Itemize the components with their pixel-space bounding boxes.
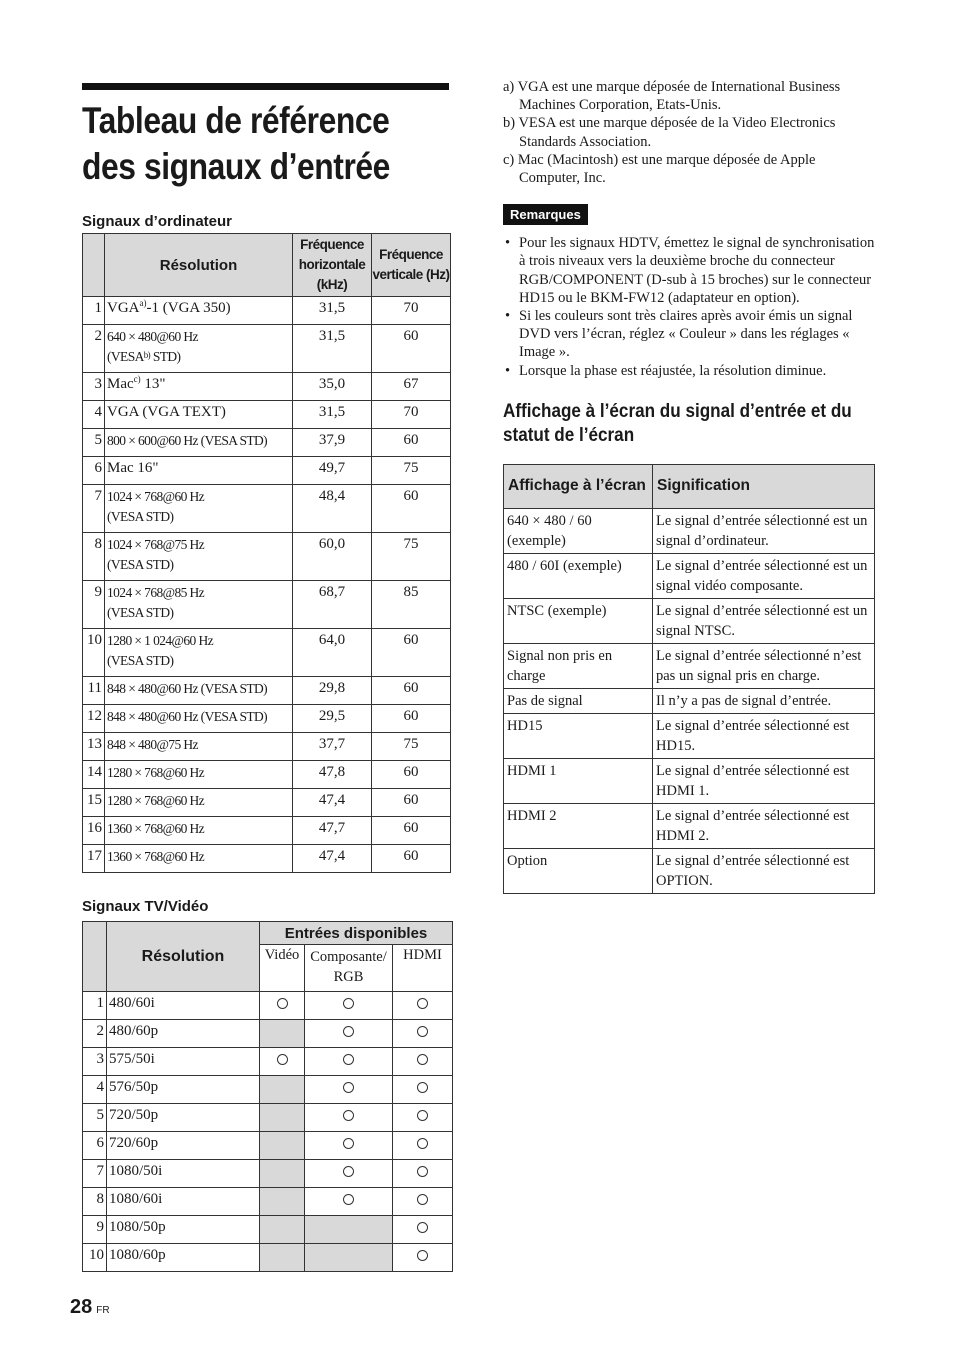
row-number: 4 (83, 1076, 107, 1104)
row-number: 12 (83, 705, 105, 733)
pc-header-hfreq: Fréquence horizontale (kHz) (293, 234, 372, 297)
row-number: 7 (83, 485, 105, 533)
vfreq-cell: 60 (372, 817, 451, 845)
resolution-text: STD) (150, 349, 181, 364)
vfreq-cell: 60 (372, 677, 451, 705)
tv-signals-table (82, 921, 453, 1272)
available-circle-icon (277, 1054, 288, 1065)
table-row (83, 817, 451, 845)
pc-header-vfreq: Fréquence verticale (Hz) (372, 234, 451, 297)
table-row (83, 705, 451, 733)
hfreq-cell: 47,4 (293, 845, 372, 873)
available-circle-icon (343, 1138, 354, 1149)
vfreq-cell: 60 (372, 325, 451, 373)
table-row (83, 581, 451, 629)
video-availability-cell (260, 1132, 305, 1160)
available-circle-icon (277, 998, 288, 1009)
comp-availability-cell (305, 1216, 393, 1244)
hdmi-availability-cell (393, 1244, 453, 1272)
table-row (83, 789, 451, 817)
vfreq-cell: 60 (372, 485, 451, 533)
comp-availability-cell (305, 1188, 393, 1216)
tv-header-index (83, 922, 107, 992)
remarks-badge: Remarques (503, 204, 588, 225)
resolution-text: (VESA STD) (107, 557, 174, 572)
table-row (83, 1048, 453, 1076)
row-number: 11 (83, 677, 105, 705)
vfreq-cell: 75 (372, 733, 451, 761)
tv-header-hdmi: HDMI (393, 945, 453, 992)
hfreq-cell: 37,7 (293, 733, 372, 761)
footnote: a) VGA est une marque déposée de International Business Machines Corporation, Etats-Unis. (503, 79, 841, 114)
resolution-text: Mac (107, 376, 134, 392)
screen-display-cell: Option (504, 848, 653, 893)
resolution-cell (105, 705, 293, 733)
footnote-ref: a) (139, 298, 147, 308)
pc-header-index (83, 234, 105, 297)
table-row (504, 508, 875, 553)
available-circle-icon (417, 1054, 428, 1065)
table-row (83, 1076, 453, 1104)
table-row (83, 1104, 453, 1132)
table-row (83, 401, 451, 429)
row-number: 10 (83, 629, 105, 677)
pc-signals-label: Signaux d’ordinateur (82, 213, 233, 230)
resolution-cell: 1080/60i (107, 1188, 260, 1216)
display-table (503, 464, 875, 894)
page-title: Tableau de référence des signaux d’entrée (82, 100, 390, 187)
available-circle-icon (417, 1166, 428, 1177)
footnote: b) VESA est une marque déposée de la Video Electronics Standards Association. (503, 115, 836, 150)
row-number: 15 (83, 789, 105, 817)
right-column (503, 78, 875, 894)
video-availability-cell (260, 1188, 305, 1216)
vfreq-cell: 75 (372, 533, 451, 581)
available-circle-icon (343, 998, 354, 1009)
available-circle-icon (417, 998, 428, 1009)
resolution-text: 13" (140, 376, 166, 392)
row-number: 5 (83, 429, 105, 457)
resolution-cell (105, 581, 293, 629)
page-number: 28 FR (70, 1296, 110, 1318)
hdmi-availability-cell (393, 1020, 453, 1048)
video-availability-cell (260, 1244, 305, 1272)
hdmi-availability-cell (393, 1048, 453, 1076)
row-number: 17 (83, 845, 105, 873)
row-number: 16 (83, 817, 105, 845)
vfreq-cell: 60 (372, 429, 451, 457)
meaning-cell: Le signal d’entrée sélectionné est un signal vidéo composante. (653, 553, 875, 598)
hfreq-cell: 31,5 (293, 297, 372, 325)
pc-signals-table (82, 233, 451, 873)
resolution-cell (105, 733, 293, 761)
table-row (83, 629, 451, 677)
resolution-cell (105, 677, 293, 705)
available-circle-icon (343, 1110, 354, 1121)
table-row (504, 553, 875, 598)
hdmi-availability-cell (393, 1104, 453, 1132)
row-number: 2 (83, 1020, 107, 1048)
hfreq-cell: 47,7 (293, 817, 372, 845)
screen-display-cell: NTSC (exemple) (504, 598, 653, 643)
row-number: 9 (83, 1216, 107, 1244)
table-row (83, 373, 451, 401)
meaning-cell: Le signal d’entrée sélectionné est HDMI 1. (653, 758, 875, 803)
tv-header-video: Vidéo (260, 945, 305, 992)
row-number: 14 (83, 761, 105, 789)
resolution-cell (105, 629, 293, 677)
hfreq-cell: 29,8 (293, 677, 372, 705)
row-number: 8 (83, 1188, 107, 1216)
resolution-cell (105, 429, 293, 457)
screen-display-cell: HDMI 1 (504, 758, 653, 803)
hdmi-availability-cell (393, 1160, 453, 1188)
hfreq-cell: 31,5 (293, 325, 372, 373)
footnote-ref: b) (143, 350, 151, 360)
comp-availability-cell (305, 1132, 393, 1160)
screen-display-cell: Signal non pris en charge (504, 643, 653, 688)
row-number: 1 (83, 297, 105, 325)
available-circle-icon (417, 1250, 428, 1261)
resolution-cell (105, 761, 293, 789)
remarks-list (503, 234, 875, 380)
tv-table-body (83, 992, 453, 1272)
hdmi-availability-cell (393, 992, 453, 1020)
resolution-text: 1280 × 768@60 Hz (107, 793, 205, 808)
remark-item: • Pour les signaux HDTV, émettez le signal de synchronisation à trois niveaux vers la deuxième broche du connecteur RGB/COMPONENT (D-sub à 15 broches) sur le connecteur HD15 ou le BKM-FW12 (adaptateur en option). (503, 234, 875, 307)
resolution-cell (105, 401, 293, 429)
row-number: 6 (83, 457, 105, 485)
meaning-cell: Le signal d’entrée sélectionné est un signal NTSC. (653, 598, 875, 643)
table-row (83, 457, 451, 485)
pc-table-body (83, 297, 451, 873)
resolution-cell (105, 533, 293, 581)
table-row (504, 643, 875, 688)
left-column (82, 83, 452, 1272)
table-row (504, 598, 875, 643)
video-availability-cell (260, 1020, 305, 1048)
resolution-cell: 480/60i (107, 992, 260, 1020)
table-row (83, 733, 451, 761)
resolution-text: (VESA STD) (107, 509, 174, 524)
table-row (83, 485, 451, 533)
vfreq-cell: 75 (372, 457, 451, 485)
resolution-text: 1024 × 768@75 Hz (107, 537, 205, 552)
display-heading: Affichage à l’écran du signal d’entrée et du statut de l’écran (503, 400, 852, 446)
resolution-cell (105, 325, 293, 373)
resolution-text: 1280 × 1 024@60 Hz (107, 633, 213, 648)
resolution-cell (105, 817, 293, 845)
available-circle-icon (417, 1222, 428, 1233)
hfreq-cell: 47,4 (293, 789, 372, 817)
pc-header-resolution: Résolution (105, 234, 293, 297)
table-row (83, 845, 451, 873)
resolution-text: (VESA (107, 349, 144, 364)
available-circle-icon (343, 1026, 354, 1037)
resolution-cell (105, 485, 293, 533)
meaning-cell: Le signal d’entrée sélectionné est OPTION. (653, 848, 875, 893)
table-row (83, 1188, 453, 1216)
screen-display-cell: HDMI 2 (504, 803, 653, 848)
resolution-text: Mac 16" (107, 460, 159, 476)
remark-item: • Lorsque la phase est réajustée, la résolution diminue. (503, 362, 875, 380)
table-row (83, 1020, 453, 1048)
meaning-cell: Le signal d’entrée sélectionné est un signal d’ordinateur. (653, 508, 875, 553)
row-number: 9 (83, 581, 105, 629)
resolution-cell (105, 789, 293, 817)
resolution-cell (105, 457, 293, 485)
screen-display-cell: 640 × 480 / 60 (exemple) (504, 508, 653, 553)
tv-header-resolution: Résolution (107, 922, 260, 992)
resolution-cell: 720/50p (107, 1104, 260, 1132)
table-row (83, 761, 451, 789)
comp-availability-cell (305, 1244, 393, 1272)
resolution-cell: 720/60p (107, 1132, 260, 1160)
table-row (83, 1132, 453, 1160)
vfreq-cell: 60 (372, 705, 451, 733)
hdmi-availability-cell (393, 1132, 453, 1160)
table-row (504, 803, 875, 848)
row-number: 1 (83, 992, 107, 1020)
vfreq-cell: 60 (372, 761, 451, 789)
resolution-cell (105, 297, 293, 325)
table-row (504, 848, 875, 893)
table-row (83, 429, 451, 457)
resolution-text: (VESA STD) (107, 653, 174, 668)
row-number: 3 (83, 373, 105, 401)
video-availability-cell (260, 1048, 305, 1076)
resolution-text: 800 × 600@60 Hz (VESA STD) (107, 433, 268, 448)
video-availability-cell (260, 1216, 305, 1244)
resolution-text: 848 × 480@60 Hz (VESA STD) (107, 709, 268, 724)
row-number: 3 (83, 1048, 107, 1076)
resolution-text: 1360 × 768@60 Hz (107, 821, 205, 836)
resolution-text: -1 (VGA 350) (146, 300, 231, 316)
tv-header-component: Composante/ RGB (305, 945, 393, 992)
row-number: 10 (83, 1244, 107, 1272)
trademark-footnotes (503, 78, 875, 187)
table-row (83, 533, 451, 581)
row-number: 7 (83, 1160, 107, 1188)
resolution-cell: 1080/60p (107, 1244, 260, 1272)
hfreq-cell: 60,0 (293, 533, 372, 581)
table-row (504, 758, 875, 803)
table-row (83, 325, 451, 373)
comp-availability-cell (305, 1160, 393, 1188)
resolution-cell: 576/50p (107, 1076, 260, 1104)
tv-header-inputs: Entrées disponibles (260, 922, 453, 945)
comp-availability-cell (305, 992, 393, 1020)
row-number: 4 (83, 401, 105, 429)
resolution-cell: 575/50i (107, 1048, 260, 1076)
resolution-cell: 1080/50p (107, 1216, 260, 1244)
vfreq-cell: 70 (372, 297, 451, 325)
resolution-text: 640 × 480@60 Hz (107, 329, 198, 344)
remark-item: • Si les couleurs sont très claires après avoir émis un signal DVD vers l’écran, réglez « Couleur » dans les réglages « Image ». (503, 307, 875, 362)
comp-availability-cell (305, 1076, 393, 1104)
footnote: c) Mac (Macintosh) est une marque déposée de Apple Computer, Inc. (503, 151, 816, 187)
table-row (83, 1244, 453, 1272)
available-circle-icon (343, 1194, 354, 1205)
comp-availability-cell (305, 1020, 393, 1048)
row-number: 8 (83, 533, 105, 581)
available-circle-icon (417, 1194, 428, 1205)
display-header-screen: Affichage à l’écran (504, 464, 653, 508)
resolution-text: VGA (107, 300, 140, 316)
row-number: 13 (83, 733, 105, 761)
footnote-ref: c) (133, 374, 141, 384)
table-row (83, 992, 453, 1020)
available-circle-icon (343, 1082, 354, 1093)
comp-availability-cell (305, 1104, 393, 1132)
available-circle-icon (343, 1054, 354, 1065)
resolution-text: 1024 × 768@85 Hz (107, 585, 205, 600)
resolution-text: 1280 × 768@60 Hz (107, 765, 205, 780)
display-table-body (504, 508, 875, 893)
hdmi-availability-cell (393, 1076, 453, 1104)
meaning-cell: Le signal d’entrée sélectionné est HD15. (653, 713, 875, 758)
hfreq-cell: 49,7 (293, 457, 372, 485)
video-availability-cell (260, 992, 305, 1020)
available-circle-icon (343, 1166, 354, 1177)
vfreq-cell: 60 (372, 845, 451, 873)
vfreq-cell: 85 (372, 581, 451, 629)
table-row (83, 1160, 453, 1188)
table-row (504, 713, 875, 758)
hfreq-cell: 64,0 (293, 629, 372, 677)
video-availability-cell (260, 1160, 305, 1188)
hfreq-cell: 47,8 (293, 761, 372, 789)
hfreq-cell: 35,0 (293, 373, 372, 401)
resolution-text: 1360 × 768@60 Hz (107, 849, 205, 864)
table-row (83, 297, 451, 325)
available-circle-icon (417, 1138, 428, 1149)
video-availability-cell (260, 1076, 305, 1104)
title-rule (82, 83, 449, 90)
screen-display-cell: Pas de signal (504, 688, 653, 713)
resolution-text: 848 × 480@75 Hz (107, 737, 198, 752)
hfreq-cell: 68,7 (293, 581, 372, 629)
meaning-cell: Il n’y a pas de signal d’entrée. (653, 688, 875, 713)
display-header-meaning: Signification (653, 464, 875, 508)
resolution-text: 1024 × 768@60 Hz (107, 489, 205, 504)
resolution-text: (VESA STD) (107, 605, 174, 620)
vfreq-cell: 60 (372, 629, 451, 677)
available-circle-icon (417, 1026, 428, 1037)
hdmi-availability-cell (393, 1216, 453, 1244)
hfreq-cell: 31,5 (293, 401, 372, 429)
row-number: 6 (83, 1132, 107, 1160)
available-circle-icon (417, 1082, 428, 1093)
table-row (504, 688, 875, 713)
vfreq-cell: 67 (372, 373, 451, 401)
available-circle-icon (417, 1110, 428, 1121)
screen-display-cell: 480 / 60I (exemple) (504, 553, 653, 598)
tv-signals-label: Signaux TV/Vidéo (82, 898, 209, 915)
hfreq-cell: 48,4 (293, 485, 372, 533)
screen-display-cell: HD15 (504, 713, 653, 758)
resolution-text: VGA (VGA TEXT) (107, 404, 226, 420)
resolution-cell: 1080/50i (107, 1160, 260, 1188)
resolution-cell (105, 845, 293, 873)
meaning-cell: Le signal d’entrée sélectionné n’est pas un signal pris en charge. (653, 643, 875, 688)
meaning-cell: Le signal d’entrée sélectionné est HDMI 2. (653, 803, 875, 848)
row-number: 2 (83, 325, 105, 373)
table-row (83, 1216, 453, 1244)
table-row (83, 677, 451, 705)
resolution-cell: 480/60p (107, 1020, 260, 1048)
hfreq-cell: 29,5 (293, 705, 372, 733)
row-number: 5 (83, 1104, 107, 1132)
video-availability-cell (260, 1104, 305, 1132)
hdmi-availability-cell (393, 1188, 453, 1216)
comp-availability-cell (305, 1048, 393, 1076)
page-lang: FR (96, 1305, 110, 1316)
vfreq-cell: 70 (372, 401, 451, 429)
hfreq-cell: 37,9 (293, 429, 372, 457)
vfreq-cell: 60 (372, 789, 451, 817)
resolution-cell (105, 373, 293, 401)
resolution-text: 848 × 480@60 Hz (VESA STD) (107, 681, 268, 696)
